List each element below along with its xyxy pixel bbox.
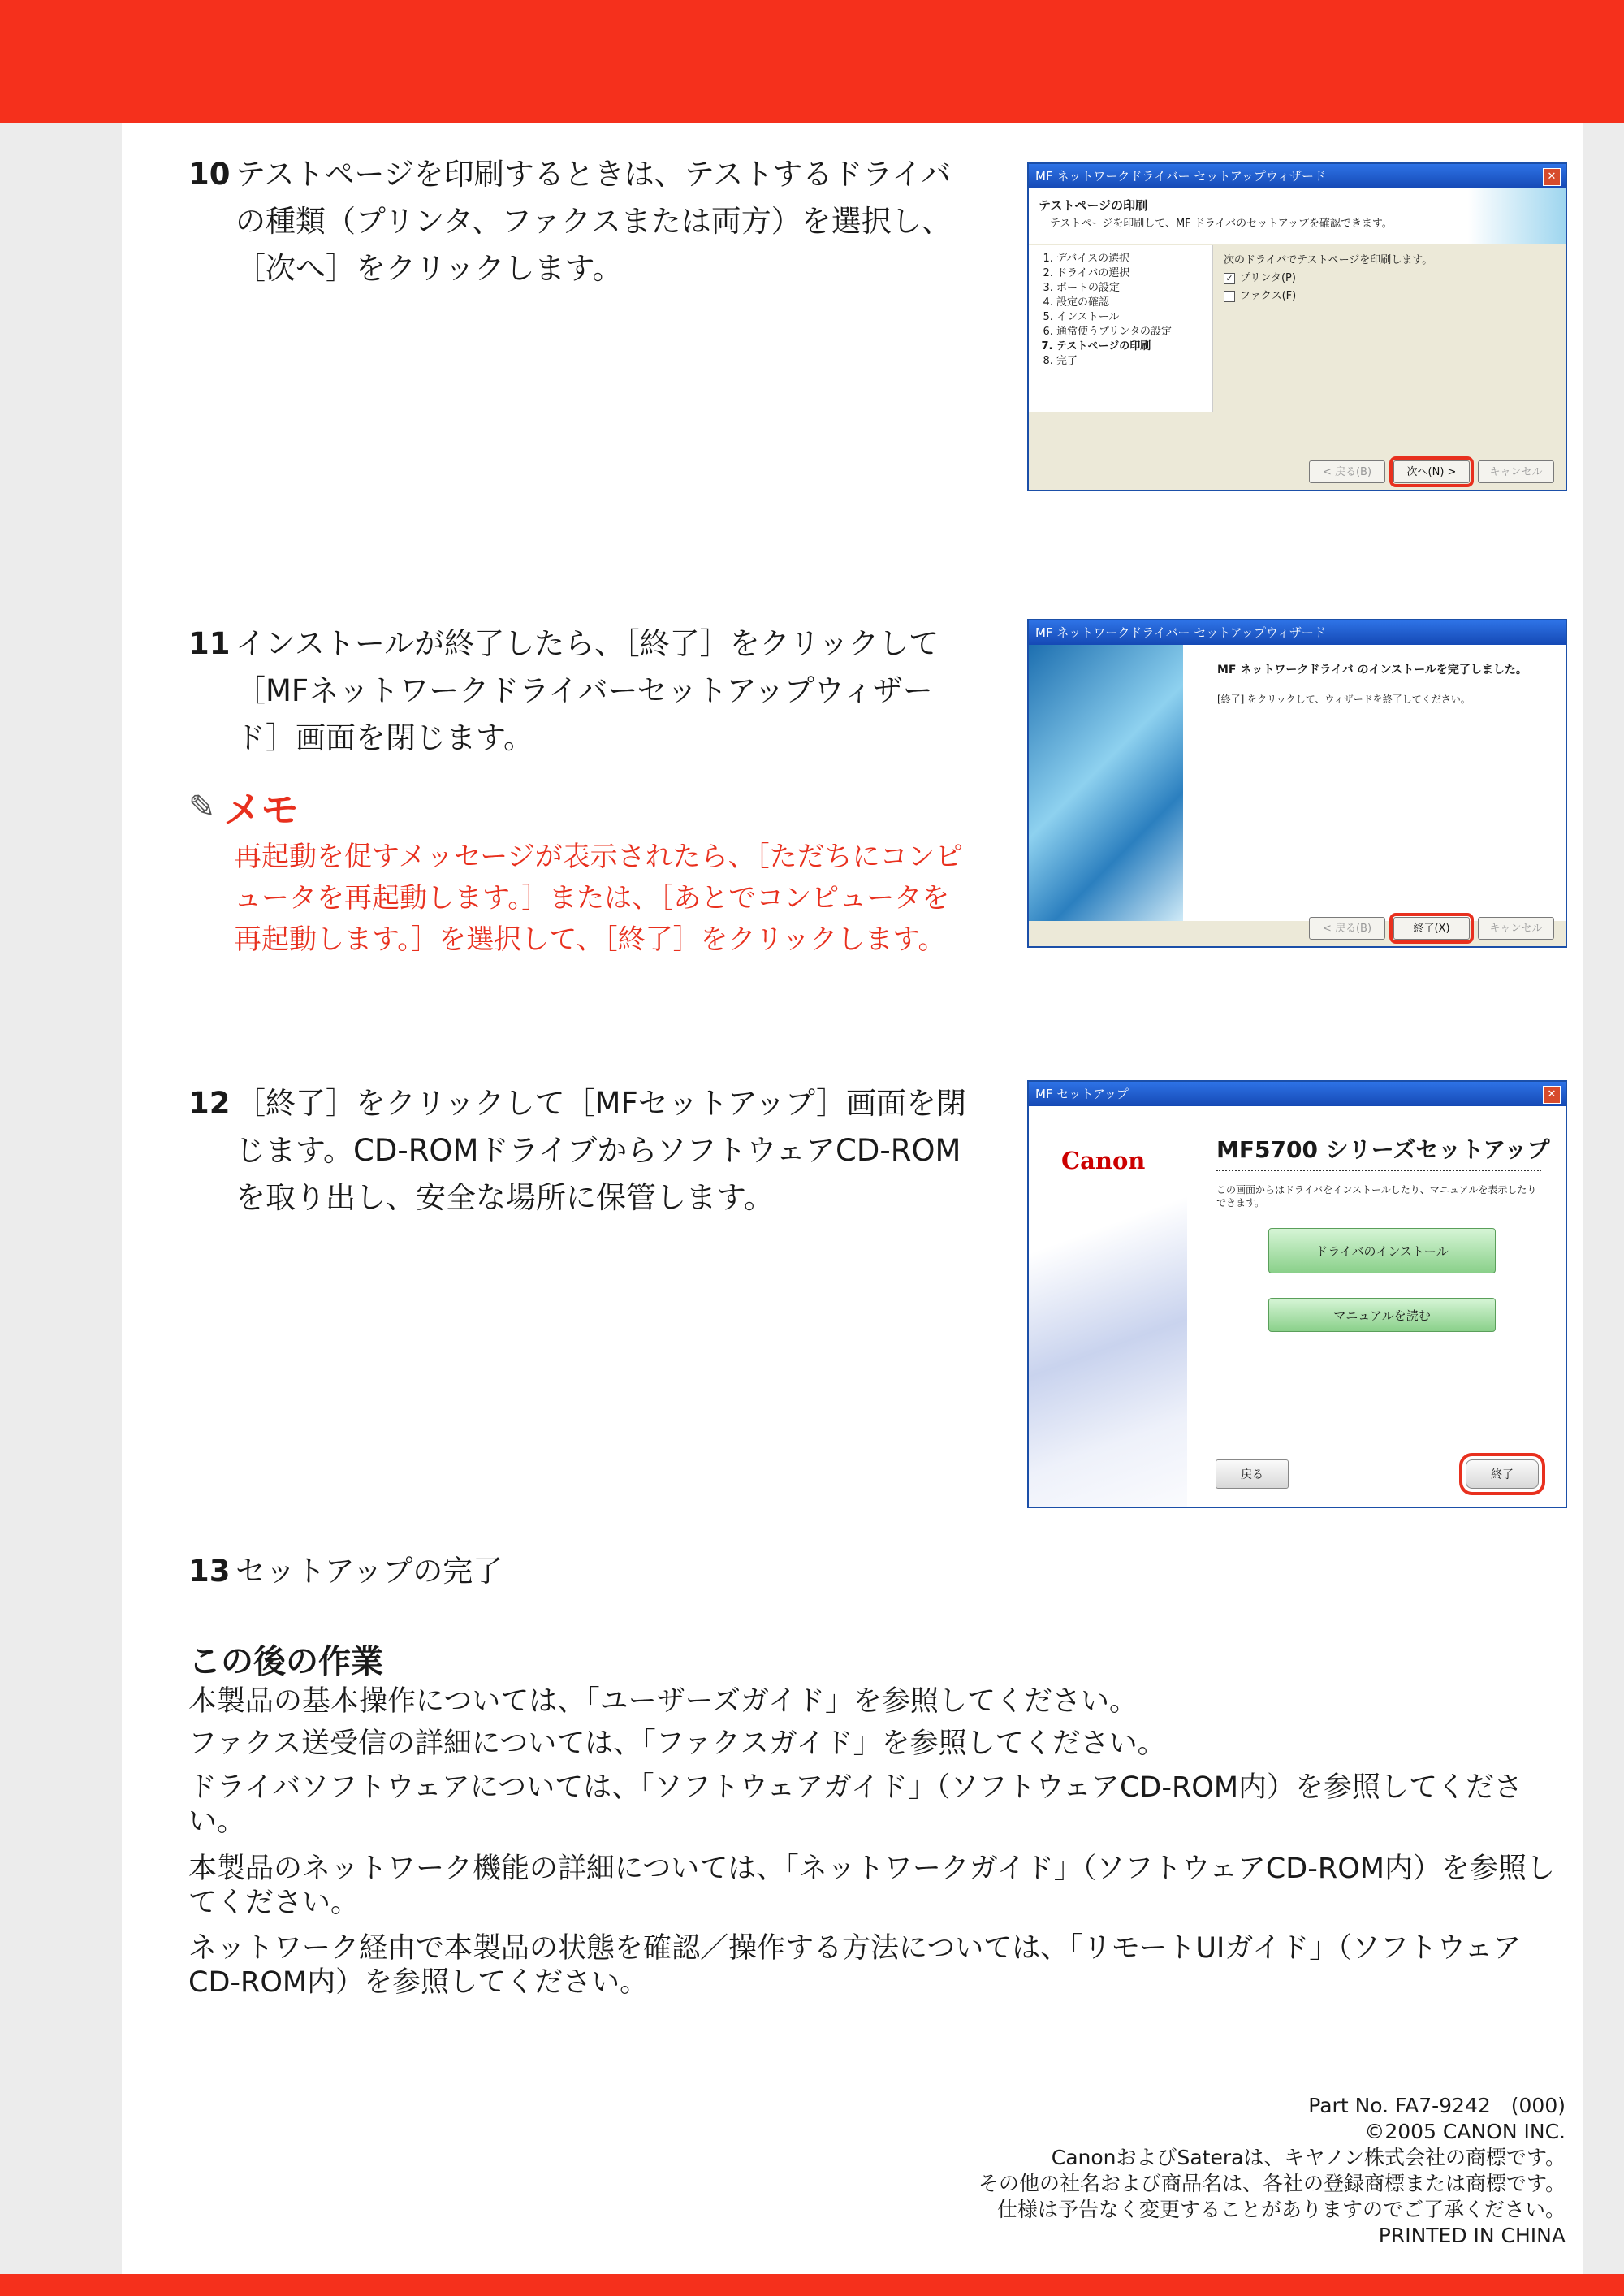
fax-option-label: ファクス(F): [1240, 290, 1297, 302]
setup-description: この画面からはドライバをインストールしたり、マニュアルを表示したりできます。: [1216, 1184, 1537, 1209]
back-button[interactable]: < 戻る(B): [1309, 460, 1385, 483]
wizard-side-art: [1029, 645, 1183, 921]
step-text: テストページを印刷するときは、テストするドライバの種類（プリンタ、ファクスまたは両方）を選択し、［次へ］をクリックします。: [235, 157, 952, 286]
memo-title: メモ: [223, 788, 299, 832]
screenshot-test-page-wizard: [1027, 162, 1567, 491]
wizard-subheading: テストページを印刷して、MF ドライバのセットアップを確認できます。: [1050, 218, 1393, 230]
wizard-options: [1224, 252, 1432, 305]
window-titlebar: [1029, 1082, 1566, 1106]
close-icon[interactable]: ✕: [1543, 168, 1561, 186]
step-12: [188, 1080, 976, 1222]
step-number: 12: [188, 1086, 231, 1121]
window-titlebar: [1029, 620, 1566, 645]
step-number: 11: [188, 626, 231, 661]
paragraph: 本製品のネットワーク機能の詳細については、「ネットワークガイド」（ソフトウェアCD-ROM内）を参照してください。: [188, 1853, 1555, 1919]
step-number: 10: [188, 157, 231, 192]
cancel-button[interactable]: キャンセル: [1478, 460, 1554, 483]
paragraph: 本製品の基本操作については、「ユーザーズガイド」を参照してください。: [188, 1685, 1138, 1718]
printer-option-label: プリンタ(P): [1240, 272, 1296, 284]
options-prompt: 次のドライバでテストページを印刷します。: [1224, 254, 1433, 266]
step-13: [188, 1548, 976, 1595]
heading-divider: [1216, 1170, 1541, 1171]
fax-option[interactable]: [1224, 288, 1432, 305]
paragraph: ドライバソフトウェアについては、「ソフトウェアガイド」（ソフトウェアCD-ROM内）を参照してください。: [188, 1771, 1523, 1838]
exit-button[interactable]: 終了: [1466, 1459, 1539, 1489]
wizard-header: [1029, 188, 1566, 244]
wizard-message-area: [1183, 645, 1567, 921]
footer: [754, 2093, 1566, 2249]
paragraph: ファクス送受信の詳細については、「ファクスガイド」を参照してください。: [188, 1727, 1166, 1760]
wizard-step-list: [1029, 245, 1213, 412]
part-number: Part No. FA7-9242 (000): [1308, 2094, 1566, 2117]
window-title: MF ネットワークドライバー セットアップウィザード: [1035, 625, 1326, 640]
wizard-step: 2. ドライバの選択: [1056, 266, 1212, 281]
step-text: インストールが終了したら、［終了］をクリックして［MFネットワークドライバーセットアップウィザード］画面を閉じます。: [235, 626, 939, 755]
trademark-notice: その他の社名および商品名は、各社の登録商標または商標です。: [978, 2172, 1566, 2195]
header-art: [1468, 188, 1566, 244]
step-11: [188, 620, 976, 762]
wizard-buttons: [1309, 460, 1554, 483]
window-titlebar: [1029, 164, 1566, 188]
step-10: [188, 151, 976, 292]
back-button[interactable]: < 戻る(B): [1309, 917, 1385, 940]
wizard-step: 6. 通常使うプリンタの設定: [1056, 325, 1212, 339]
window-title: MF ネットワークドライバー セットアップウィザード: [1035, 169, 1326, 184]
back-button[interactable]: 戻る: [1216, 1459, 1289, 1489]
bottom-color-band: [0, 2274, 1624, 2296]
wizard-step-current: 7. テストページの印刷: [1056, 339, 1212, 354]
paragraph: ネットワーク経由で本製品の状態を確認／操作する方法については、「リモートUIガイド」（ソフトウェアCD-ROM内）を参照してください。: [188, 1932, 1522, 1999]
screenshot-mf-setup: [1027, 1080, 1567, 1508]
step-number: 13: [188, 1554, 231, 1589]
screenshot-install-complete: [1027, 619, 1567, 948]
wizard-buttons: [1309, 917, 1554, 940]
wizard-step: 5. インストール: [1056, 310, 1212, 325]
memo-heading: [188, 781, 299, 833]
setup-main-panel: [1187, 1106, 1567, 1508]
checkbox[interactable]: [1224, 291, 1235, 302]
setup-side-panel: [1029, 1106, 1187, 1508]
window-title: MF セットアップ: [1035, 1087, 1129, 1101]
wizard-step: 3. ポートの設定: [1056, 281, 1212, 296]
setup-heading: MF5700 シリーズセットアップ: [1216, 1136, 1550, 1163]
wizard-heading: テストページの印刷: [1039, 198, 1148, 213]
cancel-button[interactable]: キャンセル: [1478, 917, 1554, 940]
checkbox-checked[interactable]: ✓: [1224, 273, 1235, 284]
step-text: セットアップの完了: [235, 1554, 503, 1589]
pencil-icon: ✎: [188, 789, 216, 826]
section-title: この後の作業: [188, 1643, 383, 1680]
trademark-notice: CanonおよびSateraは、キヤノン株式会社の商標です。: [1051, 2146, 1566, 2169]
read-manual-button[interactable]: マニュアルを読む: [1268, 1298, 1496, 1332]
next-button[interactable]: 次へ(N) >: [1393, 460, 1470, 483]
spec-notice: 仕様は予告なく変更することがありますのでご了承ください。: [996, 2198, 1566, 2221]
install-driver-button[interactable]: ドライバのインストール: [1268, 1228, 1496, 1273]
copyright: ©2005 CANON INC.: [1364, 2120, 1566, 2143]
top-color-band: [0, 0, 1624, 123]
complete-message: MF ネットワークドライバ のインストールを完了しました。: [1217, 664, 1527, 677]
wizard-step: 1. デバイスの選択: [1056, 252, 1212, 266]
close-icon[interactable]: ✕: [1543, 1086, 1561, 1104]
printed-in: PRINTED IN CHINA: [1378, 2224, 1566, 2247]
canon-logo: Canon: [1061, 1147, 1146, 1174]
memo-text: 再起動を促すメッセージが表示されたら、［ただちにコンピュータを再起動します。］または、［あとでコンピュータを再起動します。］を選択して、［終了］をクリックします。: [234, 841, 963, 956]
finish-button[interactable]: 終了(X): [1393, 917, 1470, 940]
printer-option[interactable]: [1224, 270, 1432, 288]
wizard-step: 4. 設定の確認: [1056, 296, 1212, 310]
wizard-step: 8. 完了: [1056, 354, 1212, 369]
complete-instruction: [終了] をクリックして、ウィザードを終了してください。: [1217, 694, 1471, 705]
step-text: ［終了］をクリックして［MFセットアップ］画面を閉じます。CD-ROMドライブからソフトウェアCD-ROMを取り出し、安全な場所に保管します。: [235, 1086, 967, 1215]
